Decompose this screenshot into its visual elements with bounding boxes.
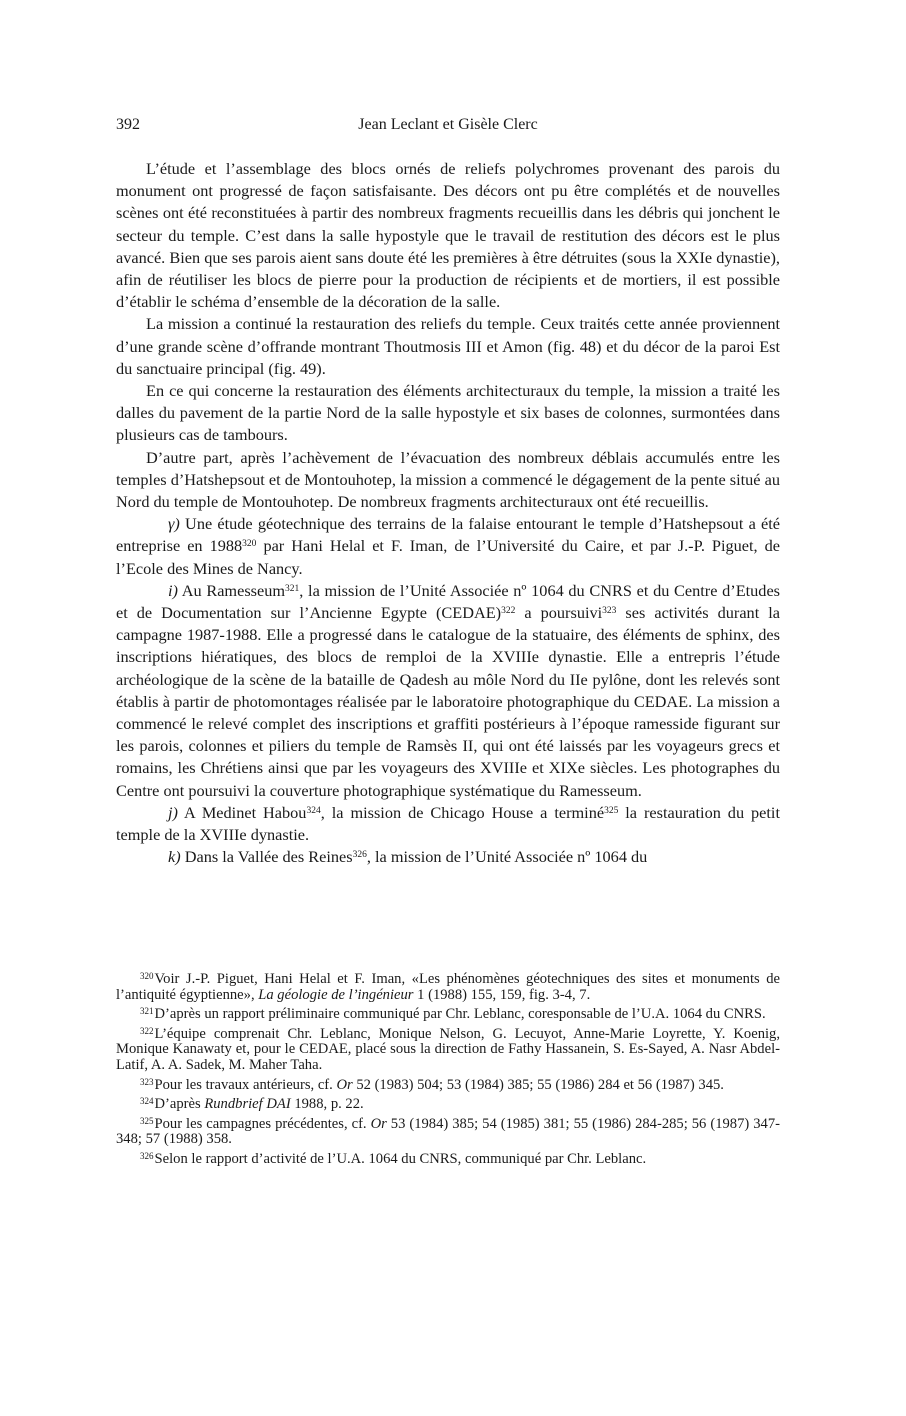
footnote-text: D’après un rapport préliminaire communiqué par Chr. Leblanc, coresponsable de l’U.A. 1064 du CNRS. (154, 1006, 766, 1023)
footnote-text: D’après (154, 1096, 205, 1113)
text-run: , la mission de l’Unité Associée nº 1064 du CNRS et du Centre d’Etudes et de Documentation sur l’Ancienne Egypte (CEDAE) (116, 580, 781, 623)
footnote-italic: Rundbrief DAI (204, 1096, 291, 1113)
footnote-text: Pour les campagnes précédentes, cf. (154, 1115, 371, 1132)
footnote-number: 322 (140, 1025, 154, 1036)
footnote-ref[interactable]: 323 (602, 606, 617, 617)
footnote-ref[interactable]: 326 (352, 850, 367, 861)
text-run: la restauration du petit temple de la XVIIIe dynastie. (116, 802, 780, 845)
footnote-text: Selon le rapport d’activité de l’U.A. 1064 du CNRS, communiqué par Chr. Leblanc. (154, 1150, 647, 1167)
footnote-text: L’équipe comprenait Chr. Leblanc, Monique Nelson, G. Lecuyot, Anne-Marie Loyrette, Y. Koenig, Monique Kanawaty et, pour le CEDAE, placé sous la direction de Fathy Hassanein, S. Es-Sayed, A. Nasr Abdel-Latif, A. A. Sadek, M. Maher Taha. (116, 1025, 780, 1073)
footnote-number: 320 (140, 971, 154, 981)
footnote-number: 325 (140, 1115, 154, 1126)
text-run: A Medinet Habou (177, 802, 307, 822)
paragraph: L’étude et l’assemblage des blocs ornés de reliefs polychromes provenant des parois du monument ont progressé de façon satisfaisante. Des décors ont pu être complétés et de nouvelles scènes ont été reconstituées à partir des nombreux fragments recueillis dans les débris qui jonchent le secteur du temple. C’est dans la salle hypostyle que le travail de restitution des décors est le plus avancé. Bien que ses parois aient sans doute été les premières à être détruites (sous la XXIe dynastie), afin de réutiliser les blocs de pierre pour la production de récipients et de mortiers, il est possible d’établir le schéma d’ensemble de la décoration de la salle. (116, 159, 780, 312)
running-head: Jean Leclant et Gisèle Clerc (358, 116, 538, 133)
footnote-number: 323 (140, 1076, 154, 1087)
footnote-ref[interactable]: 322 (501, 606, 516, 617)
footnote-text: 53 (1984) 385; 54 (1985) 381; 55 (1986) 284-285; 56 (1987) 347-348; 57 (1988) 358. (116, 1115, 780, 1148)
footnote-number: 324 (140, 1096, 154, 1107)
paragraph: D’autre part, après l’achèvement de l’évacuation des nombreux déblais accumulés entre les temples d’Hatshepsout et de Montouhotep, la mission a commencé le dégagement de la pente situé au Nord du temple de Montouhotep. De nombreux fragments architecturaux ont été recueillis. (116, 447, 780, 512)
footnote-text: 52 (1983) 504; 53 (1984) 385; 55 (1986) 284 et 56 (1987) 345. (352, 1076, 724, 1093)
footnote-number: 326 (140, 1150, 154, 1161)
footnote (116, 972, 780, 1003)
footnote-text: 1 (1988) 155, 159, fig. 3-4, 7. (413, 986, 591, 1003)
text-run: par Hani Helal et F. Iman, de l’Université du Caire, et par J.-P. Piguet, de l’Ecole des Mines de Nancy. (116, 536, 780, 578)
text-run: Dans la Vallée des Reines (180, 847, 353, 867)
footnote-text: Pour les travaux antérieurs, cf. (154, 1076, 337, 1093)
footnote-ref[interactable]: 320 (242, 539, 257, 550)
text-run: Au Ramesseum (177, 580, 286, 600)
footnote-ref[interactable]: 325 (604, 805, 619, 816)
footnote (116, 1097, 780, 1113)
section-label: γ) (168, 514, 180, 534)
text-run: ses activités durant la campagne 1987-1988. Elle a progressé dans le catalogue de la statuaire, des éléments de sphinx, des inscriptions hiératiques, des blocs de remploi de la XVIIIe dynastie. Elle a entrepris l’étude archéologique de la scène de la bataille de Qadesh au môle Nord du IIe pylône, dont les relevés sont établis à partir de photomontages réalisée par le laboratoire photographique du CEDAE. La mission a commencé le relevé complet des inscriptions et graffiti postérieurs à l’époque ramesside figurant sur les parois, colonnes et piliers du temple de Ramsès II, qui ont été laissés par les voyageurs grecs et romains, les Chrétiens ainsi que par les voyageurs des XVIIIe et XIXe siècles. Les photographes du Centre ont poursuivi la couverture photographique systématique du Ramesseum. (116, 603, 781, 800)
section-label: j) (168, 802, 178, 822)
footnotes (116, 972, 780, 1172)
section-label: k) (168, 847, 181, 867)
footnote-italic: La géologie de l’ingénieur (258, 986, 414, 1003)
text-run: , la mission de l’Unité Associée nº 1064 du (366, 847, 648, 867)
footnote-text: Voir J.-P. Piguet, Hani Helal et F. Iman, «Les phénomènes géotechniques des sites et monuments de l’antiquité égyptienne», (116, 971, 780, 1003)
footnote (116, 1152, 780, 1168)
paragraph: En ce qui concerne la restauration des éléments architecturaux du temple, la mission a traité les dalles du pavement de la partie Nord de la salle hypostyle et six bases de colonnes, surmontées dans plusieurs cas de tambours. (116, 381, 780, 445)
footnote-ref[interactable]: 324 (306, 805, 321, 816)
text-run: a poursuivi (515, 603, 603, 623)
footnote (116, 1117, 780, 1148)
text-run: , la mission de Chicago House a terminé (320, 802, 605, 822)
text-run: Une étude géotechnique des terrains de la falaise entourant le temple d’Hatshepsout a été entreprise en 1988 (116, 514, 780, 556)
footnote (116, 1027, 780, 1074)
page-header (116, 116, 780, 140)
paragraph: La mission a continué la restauration des reliefs du temple. Ceux traités cette année proviennent d’une grande scène d’offrande montrant Thoutmosis III et Amon (fig. 48) et du décor de la paroi Est du sanctuaire principal (fig. 49). (116, 314, 780, 378)
footnote-number: 321 (140, 1006, 154, 1017)
footnote (116, 1007, 780, 1023)
footnote-text: 1988, p. 22. (290, 1096, 364, 1113)
paragraph (116, 802, 780, 846)
footnote-ref[interactable]: 321 (285, 583, 300, 594)
footnote-italic: Or (370, 1115, 387, 1132)
paragraph (116, 846, 780, 868)
paragraph (116, 513, 780, 580)
footnote-italic: Or (336, 1076, 353, 1093)
footnote (116, 1078, 780, 1094)
paragraph (116, 580, 780, 802)
page-number: 392 (116, 116, 140, 133)
main-text (116, 158, 780, 869)
section-label: i) (168, 580, 178, 600)
